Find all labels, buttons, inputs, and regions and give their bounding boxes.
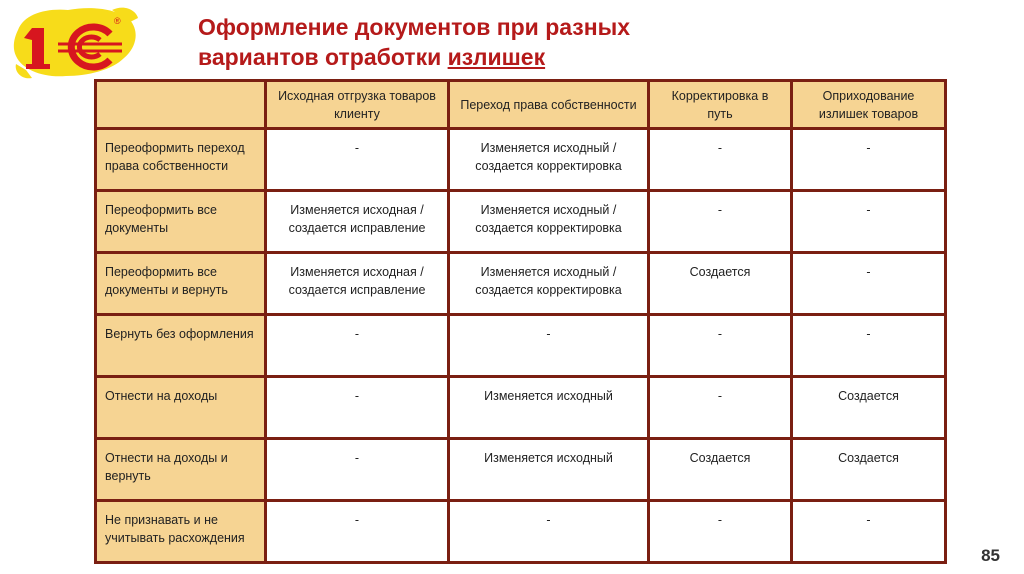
table-cell: - — [649, 191, 792, 253]
table-row — [96, 315, 946, 377]
header-cell: Корректировка в путь — [649, 81, 792, 129]
table-cell: - — [649, 315, 792, 377]
table-row — [96, 439, 946, 501]
table-cell: Создается — [649, 253, 792, 315]
table-cell: - — [792, 501, 946, 563]
table-cell: - — [266, 377, 449, 439]
table-cell: Создается — [649, 439, 792, 501]
table-cell: Изменяется исходный / создается корректировка — [449, 129, 649, 191]
slide-title-line-2 — [198, 42, 898, 72]
table-cell: Изменяется исходная / создается исправление — [266, 253, 449, 315]
table-cell: - — [449, 501, 649, 563]
table-cell: - — [266, 315, 449, 377]
slide-title-underlined-word: излишек — [447, 44, 546, 70]
row-label: Переоформить переход права собственности — [96, 129, 266, 191]
row-label: Переоформить все документы — [96, 191, 266, 253]
table-row — [96, 501, 946, 563]
table-cell: - — [449, 315, 649, 377]
slide-title-line-1: Оформление документов при разных — [198, 14, 631, 40]
table-cell: - — [792, 129, 946, 191]
logo-registered-mark: ® — [114, 16, 121, 26]
table-cell: - — [266, 129, 449, 191]
row-label: Отнести на доходы и вернуть — [96, 439, 266, 501]
table-cell: Изменяется исходный / создается корректировка — [449, 253, 649, 315]
table-cell: - — [266, 439, 449, 501]
header-cell: Оприходование излишек товаров — [792, 81, 946, 129]
table-cell: - — [649, 129, 792, 191]
table-row — [96, 129, 946, 191]
table-cell: - — [649, 501, 792, 563]
1c-logo — [12, 4, 142, 84]
header-cell: Переход права собственности — [449, 81, 649, 129]
table-cell: Создается — [792, 377, 946, 439]
table-cell: - — [266, 501, 449, 563]
table-cell: Создается — [792, 439, 946, 501]
documents-table — [94, 79, 947, 564]
table-cell: - — [792, 191, 946, 253]
slide-title — [198, 12, 898, 72]
table-cell: - — [792, 253, 946, 315]
header-corner-cell — [96, 81, 266, 129]
logo-one-base — [26, 64, 50, 69]
table-cell: - — [792, 315, 946, 377]
table-row — [96, 191, 946, 253]
row-label: Вернуть без оформления — [96, 315, 266, 377]
slide-title-line-2-text: вариантов отработки — [198, 44, 448, 70]
table-cell: Изменяется исходная / создается исправление — [266, 191, 449, 253]
row-label: Не признавать и не учитывать расхождения — [96, 501, 266, 563]
table-cell: Изменяется исходный / создается корректировка — [449, 191, 649, 253]
row-label: Отнести на доходы — [96, 377, 266, 439]
table-header-row — [96, 81, 946, 129]
page-number: 85 — [981, 546, 1000, 565]
header-cell: Исходная отгрузка товаров клиенту — [266, 81, 449, 129]
table-row — [96, 377, 946, 439]
table-cell: Изменяется исходный — [449, 439, 649, 501]
table-cell: - — [649, 377, 792, 439]
table-row — [96, 253, 946, 315]
table-cell: Изменяется исходный — [449, 377, 649, 439]
row-label: Переоформить все документы и вернуть — [96, 253, 266, 315]
